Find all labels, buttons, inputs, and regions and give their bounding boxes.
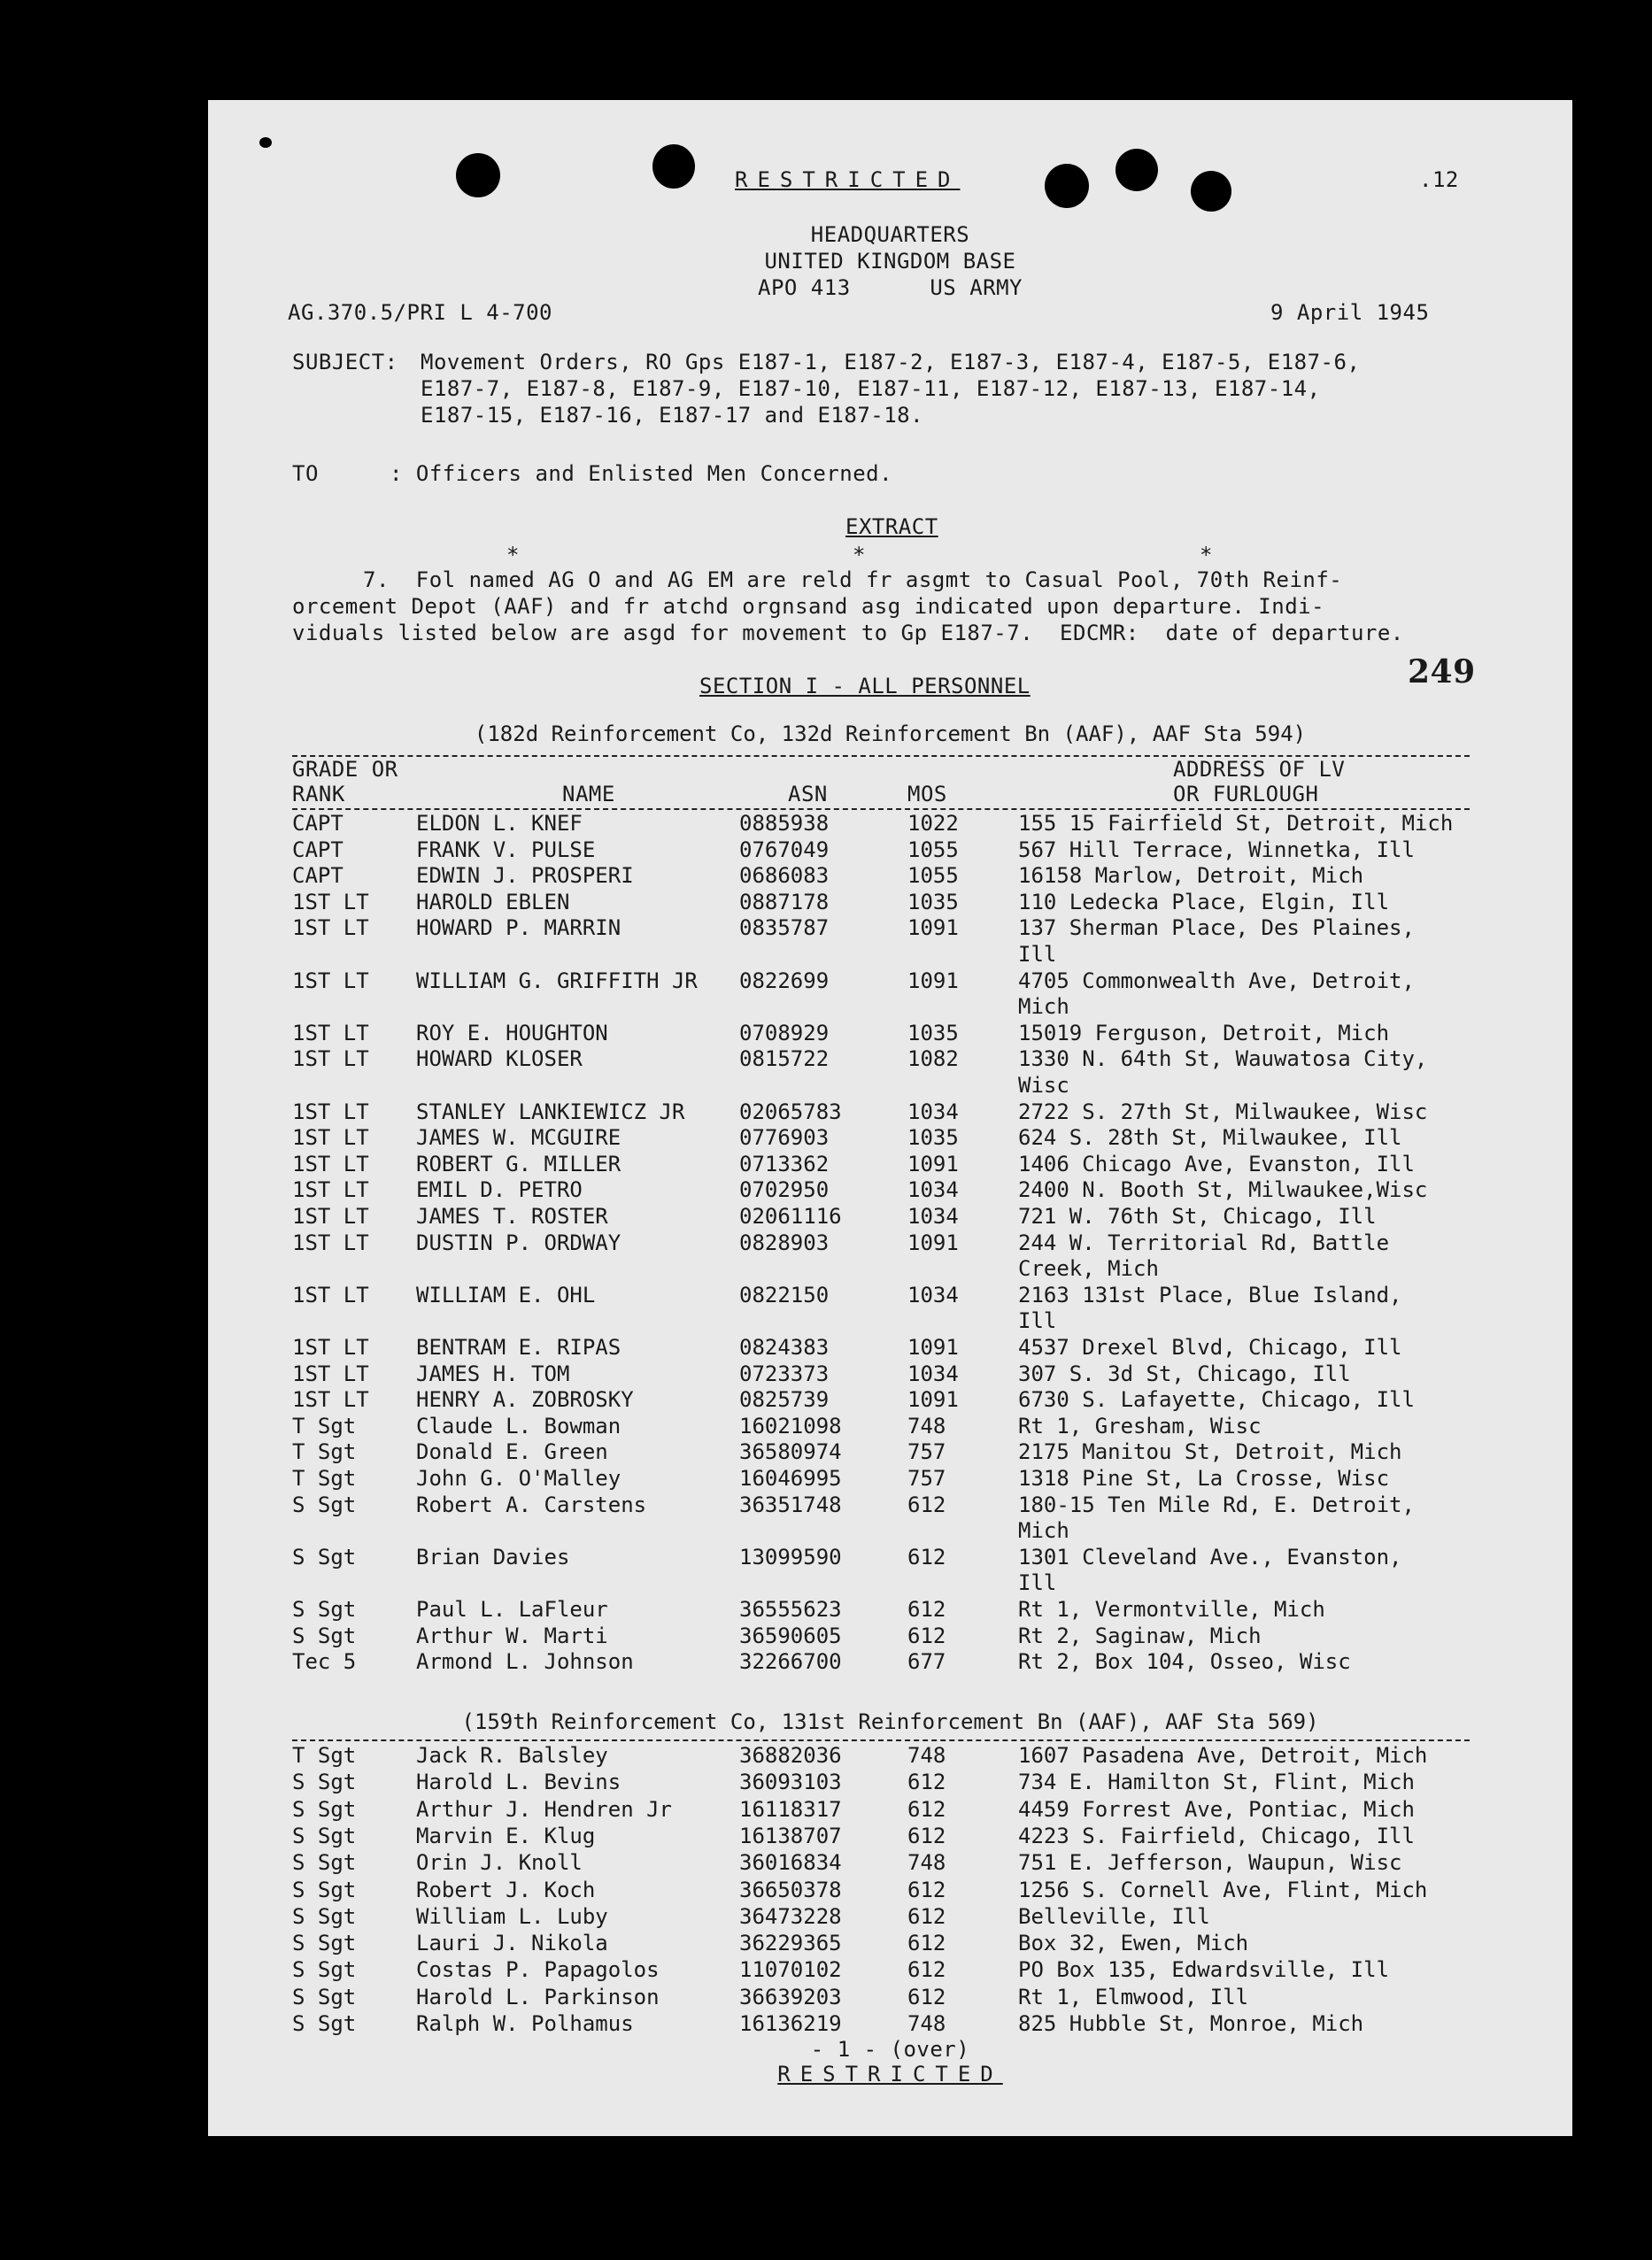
mos-cell: 1091 [907,1151,959,1176]
address-cell: 1406 Chicago Ave, Evanston, Ill [1018,1151,1415,1176]
grade-cell: 1ST LT [292,1387,369,1413]
name-cell: John G. O'Malley [416,1466,621,1491]
table-row [208,1957,1572,1984]
table-row [208,1493,1572,1545]
table-row [208,1152,1572,1178]
asn-cell: 36351748 [739,1492,842,1517]
address-cell: 2400 N. Booth St, Milwaukee,Wisc [1018,1177,1428,1203]
grade-cell: 1ST LT [292,1361,369,1386]
name-cell: Marvin E. Klug [416,1823,596,1848]
grade-cell: CAPT [292,837,344,862]
grade-cell: S Sgt [292,1984,357,2009]
punch-hole-1 [456,153,500,197]
paragraph-line: 7. Fol named AG O and AG EM are reld fr asgmt to Casual Pool, 70th Reinf- [363,567,1343,592]
mos-cell: 1091 [907,1230,959,1255]
name-cell: Orin J. Knoll [416,1850,583,1876]
asn-cell: 0835787 [739,915,830,941]
grade-cell: S Sgt [292,1931,357,1956]
mos-cell: 1034 [907,1099,959,1124]
table-row [208,1283,1572,1335]
grade-cell: 1ST LT [292,1020,369,1045]
grade-cell: 1ST LT [292,1125,369,1151]
name-cell: EDWIN J. PROSPERI [416,863,634,889]
asn-cell: 0887178 [739,889,830,914]
grade-cell: S Sgt [292,1903,357,1929]
address-cell: 2722 S. 27th St, Milwaukee, Wisc [1018,1099,1428,1124]
column-header-grade: RANK [292,782,345,806]
asn-cell: 0713362 [739,1151,830,1176]
grade-cell: 1ST LT [292,1335,369,1360]
mos-cell: 1035 [907,889,959,914]
grade-cell: S Sgt [292,1597,357,1622]
name-cell: Brian Davies [416,1544,570,1570]
table-row [208,2011,1572,2038]
table-row [208,1021,1572,1047]
asn-cell: 13099590 [739,1544,842,1570]
asn-cell: 36093103 [739,1770,842,1795]
asn-cell: 32266700 [739,1649,842,1675]
grade-cell: 1ST LT [292,889,369,914]
name-cell: Arthur W. Marti [416,1623,608,1648]
punch-hole-2 [652,144,695,189]
name-cell: Costas P. Papagolos [416,1957,660,1983]
subject-label: SUBJECT: [292,350,398,374]
name-cell: Jack R. Balsley [416,1743,608,1768]
table-row [208,1797,1572,1824]
mos-cell: 757 [907,1439,946,1465]
extract-star: * [506,543,520,567]
mos-cell: 612 [907,1823,946,1848]
extract-star: * [853,543,866,567]
asn-cell: 36639203 [739,1984,842,2009]
address-cell: 1301 Cleveland Ave., Evanston, [1018,1544,1402,1570]
file-reference: AG.370.5/PRI L 4-700 [288,300,552,325]
address-cell: Rt 1, Gresham, Wisc [1018,1413,1262,1439]
address-cell: Ill [1018,941,1057,967]
address-cell: Rt 2, Saginaw, Mich [1018,1623,1262,1648]
grade-cell: T Sgt [292,1743,357,1768]
table-row [208,968,1572,1021]
mos-cell: 612 [907,1544,946,1570]
address-cell: Mich [1018,994,1069,1020]
name-cell: Ralph W. Polhamus [416,2011,634,2036]
name-cell: Arthur J. Hendren Jr [416,1796,672,1822]
address-cell: Rt 1, Elmwood, Ill [1018,1984,1249,2009]
classification-footer: RESTRICTED [777,2062,1003,2086]
table-row [208,1850,1572,1877]
mos-cell: 612 [907,1931,946,1956]
address-cell: Ill [1018,1308,1057,1334]
table-row [208,1361,1572,1388]
table-row [208,890,1572,916]
asn-cell: 16136219 [739,2011,842,2036]
grade-cell: 1ST LT [292,915,369,941]
mos-cell: 1022 [907,811,959,836]
name-cell: BENTRAM E. RIPAS [416,1335,621,1360]
apo-line: APO 413 US ARMY [758,275,1023,300]
group-title: (182d Reinforcement Co, 132d Reinforcement Bn (AAF), AAF Sta 594) [474,721,1307,746]
column-header-mos: MOS [907,782,947,806]
to-text: : Officers and Enlisted Men Concerned. [390,461,893,486]
address-cell: 6730 S. Lafayette, Chicago, Ill [1018,1387,1415,1413]
name-cell: HOWARD P. MARRIN [416,915,621,941]
name-cell: EMIL D. PETRO [416,1177,583,1203]
mos-cell: 1034 [907,1282,959,1307]
name-cell: ROY E. HOUGHTON [416,1020,608,1045]
punch-hole-3 [1045,164,1089,208]
name-cell: HOWARD KLOSER [416,1046,583,1072]
table-row [208,1230,1572,1283]
grade-cell: CAPT [292,811,344,836]
column-header-name: NAME [562,782,615,806]
address-cell: 4459 Forrest Ave, Pontiac, Mich [1018,1796,1415,1822]
mos-cell: 1091 [907,915,959,941]
mos-cell: 677 [907,1649,946,1675]
name-cell: Harold L. Parkinson [416,1984,660,2009]
footer-page-number: - 1 - (over) [810,2037,970,2062]
asn-cell: 11070102 [739,1957,842,1983]
address-cell: Ill [1018,1570,1057,1596]
mos-cell: 612 [907,1597,946,1622]
grade-cell: 1ST LT [292,968,369,993]
address-cell: 4705 Commonwealth Ave, Detroit, [1018,968,1415,993]
subject-line: E187-15, E187-16, E187-17 and E187-18. [421,403,924,428]
address-cell: 734 E. Hamilton St, Flint, Mich [1018,1770,1415,1795]
grade-cell: 1ST LT [292,1046,369,1072]
address-cell: 721 W. 76th St, Chicago, Ill [1018,1204,1377,1229]
address-cell: Rt 1, Vermontville, Mich [1018,1597,1325,1622]
address-cell: Belleville, Ill [1018,1903,1210,1929]
mos-cell: 1055 [907,863,959,889]
asn-cell: 0767049 [739,837,830,862]
table-row [208,1125,1572,1152]
grade-cell: 1ST LT [292,1099,369,1124]
table-row [208,837,1572,864]
address-cell: 180-15 Ten Mile Rd, E. Detroit, [1018,1492,1415,1517]
address-cell: 2175 Manitou St, Detroit, Mich [1018,1439,1402,1465]
mos-cell: 1034 [907,1204,959,1229]
asn-cell: 0824383 [739,1335,830,1360]
address-cell: 137 Sherman Place, Des Plaines, [1018,915,1415,941]
punch-hole-5 [1191,171,1231,212]
grade-cell: S Sgt [292,1823,357,1848]
extract-star: * [1200,543,1213,567]
name-cell: JAMES H. TOM [416,1361,570,1386]
grade-cell: Tec 5 [292,1649,357,1675]
paragraph-line: orcement Depot (AAF) and fr atchd orgnsand asg indicated upon departure. Indi- [292,594,1325,619]
mos-cell: 748 [907,1413,946,1439]
table-row [208,1545,1572,1597]
punch-hole-4 [1115,149,1158,191]
name-cell: Claude L. Bowman [416,1413,621,1439]
name-cell: DUSTIN P. ORDWAY [416,1230,621,1255]
mos-cell: 1035 [907,1125,959,1151]
table-row [208,1597,1572,1624]
table-row [208,1931,1572,1957]
section-title: SECTION I - ALL PERSONNEL [699,674,1031,698]
grade-cell: 1ST LT [292,1230,369,1255]
grade-cell: T Sgt [292,1439,357,1465]
asn-cell: 02061116 [739,1204,842,1229]
group-title: (159th Reinforcement Co, 131st Reinforcement Bn (AAF), AAF Sta 569) [461,1709,1319,1734]
address-cell: 110 Ledecka Place, Elgin, Ill [1018,889,1390,914]
to-label: TO [292,461,319,486]
table-row [208,1985,1572,2011]
table-row [208,1204,1572,1230]
address-cell: 16158 Marlow, Detroit, Mich [1018,863,1364,889]
mos-cell: 612 [907,1877,946,1902]
grade-cell: S Sgt [292,2011,357,2036]
mos-cell: 612 [907,1796,946,1822]
document-page [208,100,1572,2136]
name-cell: William L. Luby [416,1903,608,1929]
mos-cell: 1035 [907,1020,959,1045]
asn-cell: 02065783 [739,1099,842,1124]
asn-cell: 16118317 [739,1796,842,1822]
name-cell: Paul L. LaFleur [416,1597,608,1622]
name-cell: HENRY A. ZOBROSKY [416,1387,634,1413]
mos-cell: 612 [907,1623,946,1648]
grade-cell: 1ST LT [292,1282,369,1307]
table-rule [292,1739,1470,1741]
mos-cell: 1091 [907,1387,959,1413]
address-cell: PO Box 135, Edwardsville, Ill [1018,1957,1390,1983]
grade-cell: S Sgt [292,1544,357,1570]
address-cell: 307 S. 3d St, Chicago, Ill [1018,1361,1351,1386]
mos-cell: 612 [907,1984,946,2009]
mos-cell: 748 [907,1743,946,1768]
mos-cell: 757 [907,1466,946,1491]
table-row [208,1335,1572,1361]
asn-cell: 36580974 [739,1439,842,1465]
grade-cell: T Sgt [292,1413,357,1439]
grade-cell: 1ST LT [292,1151,369,1176]
asn-cell: 0723373 [739,1361,830,1386]
command-line: UNITED KINGDOM BASE [764,249,1016,274]
table-rule [292,808,1470,810]
name-cell: Armond L. Johnson [416,1649,634,1675]
name-cell: WILLIAM G. GRIFFITH JR [416,968,698,993]
table-row [208,1624,1572,1650]
address-cell: 1256 S. Cornell Ave, Flint, Mich [1018,1877,1428,1902]
table-row [208,1046,1572,1099]
mos-cell: 1034 [907,1177,959,1203]
grade-cell: S Sgt [292,1796,357,1822]
ink-speck [259,137,272,148]
grade-cell: S Sgt [292,1850,357,1876]
column-header-address: OR FURLOUGH [1173,782,1319,806]
mos-cell: 1091 [907,968,959,993]
mos-cell: 612 [907,1770,946,1795]
address-cell: 751 E. Jefferson, Waupun, Wisc [1018,1850,1402,1876]
column-header-asn: ASN [788,782,828,806]
mos-cell: 612 [907,1903,946,1929]
name-cell: Lauri J. Nikola [416,1931,608,1956]
asn-cell: 0815722 [739,1046,830,1072]
asn-cell: 0776903 [739,1125,830,1151]
table-row [208,811,1572,837]
asn-cell: 16046995 [739,1466,842,1491]
name-cell: Donald E. Green [416,1439,608,1465]
asn-cell: 0708929 [739,1020,830,1045]
asn-cell: 0885938 [739,811,830,836]
mos-cell: 1055 [907,837,959,862]
address-cell: 15019 Ferguson, Detroit, Mich [1018,1020,1390,1045]
asn-cell: 36016834 [739,1850,842,1876]
address-cell: 567 Hill Terrace, Winnetka, Ill [1018,837,1415,862]
subject-line: Movement Orders, RO Gps E187-1, E187-2, E187-3, E187-4, E187-5, E187-6, [421,350,1361,374]
name-cell: ELDON L. KNEF [416,811,583,836]
asn-cell: 36229365 [739,1931,842,1956]
table-row [208,1466,1572,1493]
table-row [208,863,1572,890]
asn-cell: 36590605 [739,1623,842,1648]
headquarters-line: HEADQUARTERS [810,222,970,247]
address-cell: Mich [1018,1518,1069,1544]
mos-cell: 1034 [907,1361,959,1386]
grade-cell: S Sgt [292,1957,357,1983]
column-header-address: ADDRESS OF LV [1173,757,1346,782]
name-cell: WILLIAM E. OHL [416,1282,596,1307]
asn-cell: 36473228 [739,1903,842,1929]
name-cell: STANLEY LANKIEWICZ JR [416,1099,685,1124]
address-cell: 2163 131st Place, Blue Island, [1018,1282,1402,1307]
grade-cell: 1ST LT [292,1204,369,1229]
name-cell: ROBERT G. MILLER [416,1151,621,1176]
name-cell: HAROLD EBLEN [416,889,570,914]
table-row [208,1770,1572,1796]
grade-cell: S Sgt [292,1877,357,1902]
grade-cell: 1ST LT [292,1177,369,1203]
asn-cell: 0702950 [739,1177,830,1203]
address-cell: 155 15 Fairfield St, Detroit, Mich [1018,811,1454,836]
extract-heading: EXTRACT [845,514,938,539]
address-cell: Box 32, Ewen, Mich [1018,1931,1249,1956]
asn-cell: 0825739 [739,1387,830,1413]
address-cell: Rt 2, Box 104, Osseo, Wisc [1018,1649,1351,1675]
asn-cell: 36555623 [739,1597,842,1622]
address-cell: 1607 Pasadena Ave, Detroit, Mich [1018,1743,1428,1768]
address-cell: Creek, Mich [1018,1256,1159,1282]
address-cell: 4223 S. Fairfield, Chicago, Ill [1018,1823,1415,1848]
mos-cell: 748 [907,2011,946,2036]
table-row [208,1743,1572,1770]
table-row [208,1904,1572,1931]
mos-cell: 612 [907,1957,946,1983]
grade-cell: S Sgt [292,1492,357,1517]
asn-cell: 16138707 [739,1823,842,1848]
address-cell: 244 W. Territorial Rd, Battle [1018,1230,1390,1255]
table-row [208,1649,1572,1676]
table-row [208,1177,1572,1204]
name-cell: JAMES W. MCGUIRE [416,1125,621,1151]
asn-cell: 16021098 [739,1413,842,1439]
paragraph-line: viduals listed below are asgd for movement to Gp E187-7. EDCMR: date of departure. [292,621,1404,645]
name-cell: Robert J. Koch [416,1877,596,1902]
classification-header: RESTRICTED [735,167,961,192]
table-row [208,1414,1572,1440]
asn-cell: 0822150 [739,1282,830,1307]
name-cell: Harold L. Bevins [416,1770,621,1795]
stamp-number: 249 [1408,653,1476,690]
mos-cell: 1082 [907,1046,959,1072]
table-row [208,1387,1572,1414]
grade-cell: S Sgt [292,1770,357,1795]
address-cell: 624 S. 28th St, Milwaukee, Ill [1018,1125,1402,1151]
table-row [208,1824,1572,1850]
column-header-grade: GRADE OR [292,757,398,782]
table-row [208,1439,1572,1466]
mos-cell: 748 [907,1850,946,1876]
mos-cell: 612 [907,1492,946,1517]
address-cell: Wisc [1018,1072,1069,1098]
name-cell: FRANK V. PULSE [416,837,596,862]
address-cell: 1330 N. 64th St, Wauwatosa City, [1018,1046,1428,1072]
page-number: .12 [1419,167,1459,192]
asn-cell: 0822699 [739,968,830,993]
grade-cell: CAPT [292,863,344,889]
grade-cell: S Sgt [292,1623,357,1648]
name-cell: JAMES T. ROSTER [416,1204,608,1229]
table-row [208,1878,1572,1904]
asn-cell: 0686083 [739,863,830,889]
address-cell: 825 Hubble St, Monroe, Mich [1018,2011,1364,2036]
subject-line: E187-7, E187-8, E187-9, E187-10, E187-11, E187-12, E187-13, E187-14, [421,376,1321,401]
grade-cell: T Sgt [292,1466,357,1491]
asn-cell: 0828903 [739,1230,830,1255]
mos-cell: 1091 [907,1335,959,1360]
address-cell: 4537 Drexel Blvd, Chicago, Ill [1018,1335,1402,1360]
table-row [208,915,1572,968]
document-date: 9 April 1945 [1270,300,1430,325]
table-row [208,1099,1572,1126]
name-cell: Robert A. Carstens [416,1492,647,1517]
address-cell: 1318 Pine St, La Crosse, Wisc [1018,1466,1390,1491]
asn-cell: 36650378 [739,1877,842,1902]
asn-cell: 36882036 [739,1743,842,1768]
